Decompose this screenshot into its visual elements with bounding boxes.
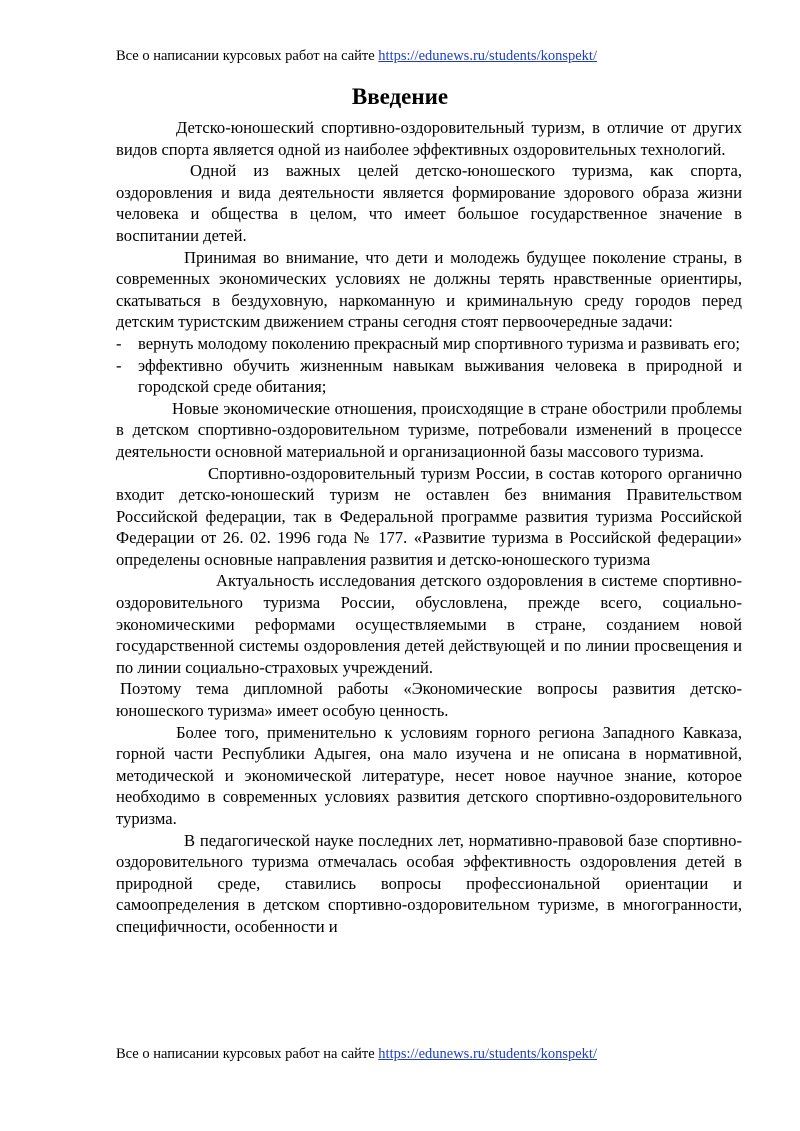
footer-link[interactable]: https://edunews.ru/students/konspekt/ (378, 1046, 597, 1062)
paragraph-9: В педагогической науке последних лет, нормативно-правовой базе спортивно-оздоровительного туризма отмечалась особая эффективность оздоровления детей в природной среде, ставились вопросы профессиональной ориентации и самоопределения в детском спортивно-оздоровительном туризме, в многогранности, специфичности, особенности и (116, 830, 742, 936)
paragraph-2: Одной из важных целей детско-юношеского туризма, как спорта, оздоровления и вида деятельности является формирование здорового образа жизни человека и общества в целом, что имеет большое государственное значение в воспитании детей. (116, 161, 742, 245)
bullet-dash: - (116, 355, 122, 375)
paragraph-6: Актуальность исследования детского оздоровления в системе спортивно-оздоровительного туризма России, обусловлена, прежде всего, социально-экономическими реформами осуществляемыми в стране, созданием новой государственной системы оздоровления детей действующей и по линии просвещения и по линии социально-страховых учреждений. (116, 571, 742, 677)
page-header (116, 48, 597, 65)
paragraph-1: Детско-юношеский спортивно-оздоровительный туризм, в отличие от других видов спорта является одной из наиболее эффективных оздоровительных технологий. (116, 118, 742, 159)
bullet-dash: - (116, 333, 122, 353)
paragraph-4: Новые экономические отношения, происходящие в стране обострили проблемы в детском спортивно-оздоровительном туризме, потребовали изменений в процессе деятельности основной материальной и организационной базы массового туризма. (116, 398, 742, 461)
document-body (116, 117, 742, 938)
list-item (116, 355, 742, 398)
paragraph-8: Более того, применительно к условиям горного региона Западного Кавказа, горной части Республики Адыгея, она мало изучена и не описана в нормативной, методической и экономической литературе, несет новое научное знание, которое необходимо в современных условиях развития детского спортивно-оздоровительного туризма. (116, 722, 742, 828)
list-item (116, 333, 742, 355)
page-title: Введение (351, 84, 449, 109)
paragraph-7: Поэтому тема дипломной работы «Экономические вопросы развития детско-юношеского туризма» имеет особую ценность. (116, 679, 742, 721)
list-item-text: вернуть молодому поколению прекрасный мир спортивного туризма и развивать его; (138, 333, 741, 353)
page-footer (116, 1046, 597, 1063)
paragraph-3: Принимая во внимание, что дети и молодежь будущее поколение страны, в современных экономических условиях не должны терять нравственные ориентиры, скатываться в бездуховную, наркоманную и криминальную среду городов перед детским туристским движением страны сегодня стоят первоочередные задачи: (116, 247, 742, 332)
paragraph-5: Спортивно-оздоровительный туризм России, в состав которого органично входит детско-юношеский туризм не оставлен без внимания Правительством Российской федерации, так в Федеральной программе развития туризма Российской Федерации от 26. 02. 1996 года № 177. «Развитие туризма в Российской федерации» определены основные направления развития и детско-юношеского туризма (116, 463, 742, 569)
footer-text: Все о написании курсовых работ на сайте (116, 1046, 379, 1062)
header-link[interactable]: https://edunews.ru/students/konspekt/ (378, 48, 597, 64)
header-text: Все о написании курсовых работ на сайте (116, 48, 379, 64)
list-item-text: эффективно обучить жизненным навыкам выживания человека в природной и городской среде обитания; (138, 355, 742, 397)
